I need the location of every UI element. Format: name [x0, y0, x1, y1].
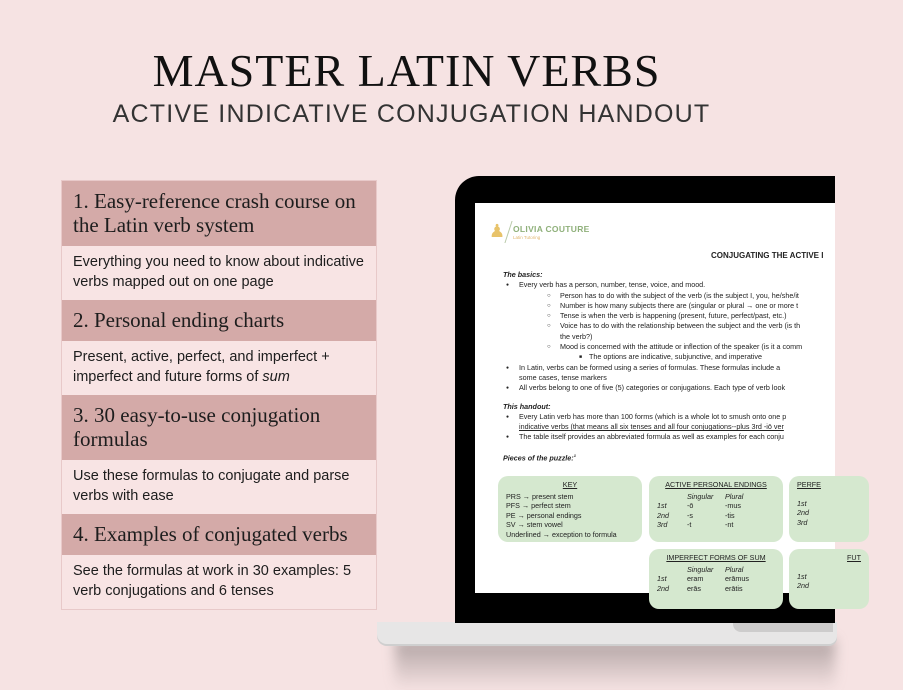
section-heading-basics: The basics: — [503, 270, 543, 279]
feature-heading-3: 3. 30 easy-to-use conjugation formulas — [62, 395, 376, 460]
sub-bullet: ○ Voice has to do with the relationship between the subject and the verb (is th — [503, 321, 903, 331]
bullet: ● All verbs belong to one of five (5) categories or conjugations. Each type of verb look — [503, 383, 903, 393]
feature-description-2 — [62, 341, 376, 395]
feature-description-3: Use these formulas to conjugate and parse verbs with ease — [62, 460, 376, 514]
active-endings-title: ACTIVE PERSONAL ENDINGS — [665, 480, 767, 489]
laptop-notch — [733, 622, 833, 632]
sub-bullet: ○ Tense is when the verb is happening (present, future, perfect/past, etc.) — [503, 311, 903, 321]
key-item: SV → stem vowel — [506, 520, 563, 529]
laptop-screen-document — [475, 203, 861, 593]
feature-heading-4: 4. Examples of conjugated verbs — [62, 514, 376, 555]
key-box-title: KEY — [562, 480, 578, 489]
brand-logo — [489, 221, 590, 243]
endings-row: 3rd -t -nt — [657, 520, 734, 529]
key-box — [498, 476, 642, 542]
perfect-endings-title: PERFE — [797, 480, 821, 489]
imperfect-sum-box: IMPERFECT FORMS OF SUM Singular Plural 1st eram erāmus 2nd erās erātis — [649, 549, 783, 609]
bullet: ● Every Latin verb has more than 100 forms (which is a whole lot to smush onto one p — [503, 412, 903, 422]
feature-description-2-text: Present, active, perfect, and imperfect + imperfect and future forms of — [73, 349, 330, 385]
dancer-figure-icon: ♟ — [489, 221, 506, 241]
future-sum-title: FUT — [847, 553, 861, 562]
logo-name: OLIVIA COUTURE — [513, 224, 590, 234]
page-subtitle: ACTIVE INDICATIVE CONJUGATION HANDOUT — [112, 100, 711, 128]
key-item: PRS → present stem — [506, 491, 574, 501]
page-title: MASTER LATIN VERBS — [152, 45, 661, 96]
feature-heading-1: 1. Easy-reference crash course on the Latin verb system — [62, 181, 376, 246]
logo-tagline: Latin Tutoring — [513, 235, 541, 240]
bullet: ● In Latin, verbs can be formed using a series of formulas. These formulas include a — [503, 363, 903, 373]
feature-description-4: See the formulas at work in 30 examples: 5 verb conjugations and 6 tenses — [62, 555, 376, 609]
feature-description-2-emphasis: sum — [262, 369, 290, 385]
key-item: Underlined → exception to formula — [506, 529, 617, 539]
active-endings-box: ACTIVE PERSONAL ENDINGS Singular Plural 1st -ō -mus 2nd -s -tis 3rd -t -nt — [649, 476, 783, 542]
key-item: PE → personal endings — [506, 510, 582, 520]
section-heading-handout: This handout: — [503, 401, 551, 411]
endings-row: 2nd -s -tis — [657, 510, 735, 520]
endings-row: 1st -ō -mus — [657, 501, 741, 510]
sub-sub-bullet: ■ The options are indicative, subjunctive, and imperative — [503, 352, 903, 362]
sum-row: 2nd erās erātis — [657, 583, 743, 593]
laptop-shadow — [395, 640, 835, 690]
sub-bullet: ○ Number is how many subjects there are (singular or plural → one or more t — [503, 301, 903, 311]
document-body — [503, 270, 903, 463]
feature-description-1: Everything you need to know about indicative verbs mapped out on one page — [62, 246, 376, 300]
section-heading-puzzle: Pieces of the puzzle:$^1$ — [503, 452, 576, 463]
future-sum-box: FUT 1st 2nd — [789, 549, 869, 609]
bullet: ● Every verb has a person, number, tense, voice, and mood. — [503, 280, 903, 290]
bullet-continued: indicative verbs (that means all six tenses and all four conjugations--plus 3rd -iō ver — [519, 422, 784, 432]
feature-list — [61, 180, 377, 610]
sub-bullet: ○ Person has to do with the subject of the verb (is the subject I, you, he/she/it — [503, 291, 903, 301]
document-title: CONJUGATING THE ACTIVE I — [711, 251, 824, 260]
feature-heading-2: 2. Personal ending charts — [62, 300, 376, 341]
sum-row: 1st eram erāmus — [657, 574, 749, 583]
sub-bullet: ○ Mood is concerned with the attitude or inflection of the speaker (is it a comm — [503, 342, 903, 352]
imperfect-sum-title: IMPERFECT FORMS OF SUM — [666, 553, 766, 562]
perfect-endings-box: PERFE 1st 2nd 3rd — [789, 476, 869, 542]
sub-bullet-continued: the verb?) — [560, 331, 593, 341]
bullet: ● The table itself provides an abbreviated formula as well as examples for each conju — [503, 432, 903, 442]
bullet-continued: some cases, tense markers — [519, 372, 607, 382]
key-item: PFS → perfect stem — [506, 501, 571, 510]
